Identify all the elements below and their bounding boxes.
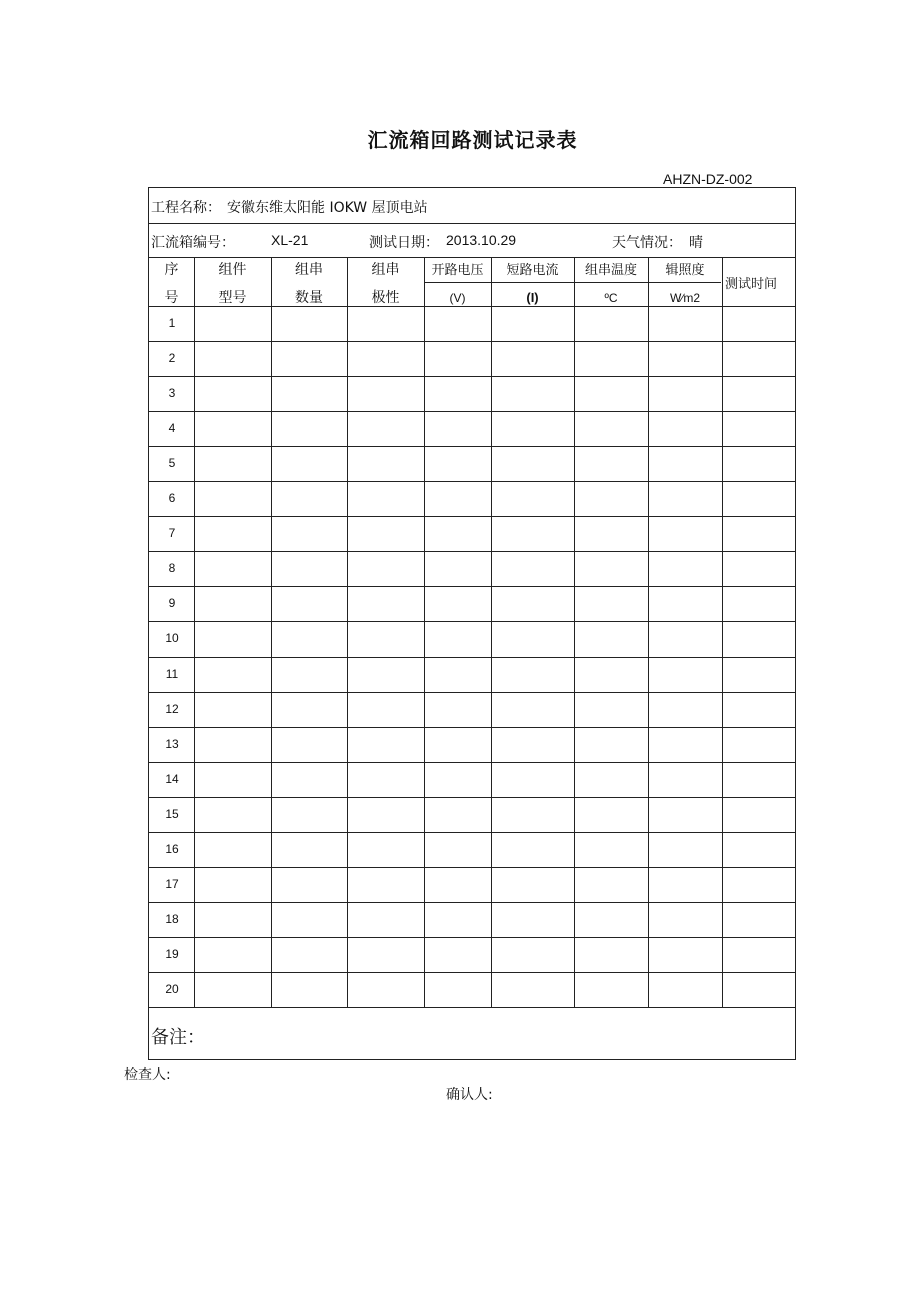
- document-code: AHZN-DZ-002: [663, 171, 753, 187]
- header-temp: 组串温度: [584, 263, 637, 278]
- row-number: 6: [168, 491, 176, 506]
- row-number: 16: [165, 841, 179, 856]
- row-number: 10: [165, 631, 179, 646]
- weather-value: 晴: [689, 235, 703, 251]
- combiner-box-number: XL-21: [271, 232, 309, 248]
- row-number: 9: [168, 596, 176, 611]
- row-number: 5: [168, 456, 176, 471]
- combiner-box-label: 汇流箱编号：: [151, 235, 235, 251]
- row-number: 20: [165, 981, 179, 996]
- document-title: 汇流箱回路测试记录表: [367, 128, 578, 152]
- header-isc-unit: (I): [526, 290, 539, 305]
- header-polarity-bottom: 极性: [371, 290, 400, 306]
- test-date-value: 2013.10.29: [446, 232, 517, 248]
- header-seq-top: 序: [164, 262, 179, 278]
- header-isc: 短路电流: [506, 263, 559, 278]
- row-number: 17: [165, 876, 179, 891]
- weather-label: 天气情况：: [612, 235, 682, 251]
- inspector-label: 检查人:: [124, 1067, 171, 1083]
- header-irradiance-unit: W∕m2: [670, 291, 700, 305]
- header-irradiance: 辑照度: [665, 263, 705, 278]
- header-polarity-top: 组串: [371, 262, 400, 278]
- row-number: 4: [168, 421, 176, 436]
- header-temp-unit: ºC: [604, 291, 618, 305]
- header-voc-unit: (V): [449, 291, 466, 305]
- remark-label: 备注：: [151, 1027, 205, 1048]
- project-name: 安徽东维太阳能 IOKW 屋顶电站: [227, 200, 428, 216]
- project-label: 工程名称：: [151, 200, 221, 216]
- row-number: 1: [168, 316, 176, 330]
- test-record-table: [148, 187, 796, 1060]
- row-number: 12: [165, 701, 179, 716]
- row-number: 19: [165, 946, 179, 961]
- header-seq-bottom: 号: [164, 290, 179, 306]
- row-number: 2: [168, 351, 176, 366]
- row-number: 11: [165, 666, 179, 681]
- row-number: 18: [165, 911, 179, 926]
- header-test-time: 测试时间: [724, 277, 777, 292]
- header-count-top: 组串: [295, 262, 323, 278]
- header-voc: 开路电压: [431, 263, 484, 278]
- header-count-bottom: 数量: [295, 290, 323, 306]
- header-model-top: 组件: [218, 262, 247, 278]
- header-model-bottom: 型号: [218, 290, 247, 306]
- row-number: 7: [168, 526, 176, 541]
- test-date-label: 测试日期：: [369, 235, 439, 251]
- confirmer-label: 确认人:: [446, 1087, 493, 1103]
- row-number: 15: [165, 806, 179, 821]
- row-number: 14: [165, 771, 179, 786]
- row-number: 8: [168, 561, 176, 576]
- row-number: 3: [168, 386, 176, 401]
- row-number: 13: [165, 736, 179, 751]
